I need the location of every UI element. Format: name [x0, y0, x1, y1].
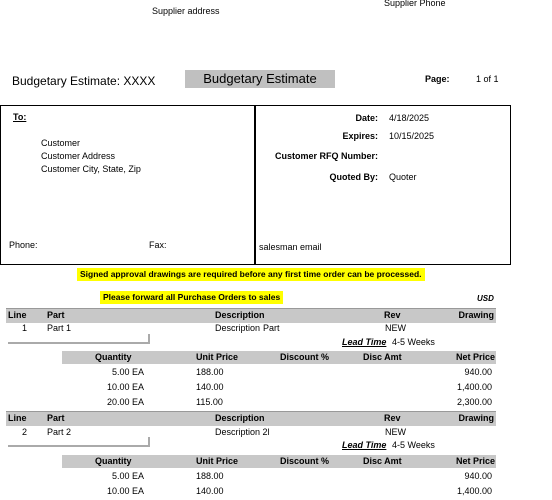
info-panel	[255, 105, 511, 265]
col-unit-price: Unit Price	[196, 456, 239, 466]
salesman-email: salesman email	[259, 242, 322, 252]
col-discount: Discount %	[280, 352, 330, 362]
part-description-extra: Part	[263, 323, 280, 333]
qty-value: 5.00 EA	[111, 367, 144, 377]
estimate-title: Budgetary Estimate: XXXX	[12, 74, 156, 88]
date-label: Date:	[355, 113, 378, 123]
col-disc-amt: Disc Amt	[363, 456, 402, 466]
unit-price-value: 140.00	[196, 382, 224, 392]
unit-price-value: 140.00	[196, 486, 224, 496]
fax-label: Fax:	[149, 240, 167, 250]
expires-label: Expires:	[342, 131, 378, 141]
col-unit-price: Unit Price	[196, 352, 239, 362]
col-drawing: Drawing	[458, 310, 494, 320]
col-discount: Discount %	[280, 456, 330, 466]
to-label: To:	[13, 112, 27, 122]
col-part: Part	[47, 413, 65, 423]
part-rev: NEW	[385, 427, 406, 437]
col-drawing: Drawing	[458, 413, 494, 423]
unit-price-value: 188.00	[196, 367, 224, 377]
col-rev: Rev	[384, 413, 401, 423]
net-price-value: 1,400.00	[456, 382, 492, 392]
quoted-by-label: Quoted By:	[329, 172, 378, 182]
approval-notice: Signed approval drawings are required before any first time order can be processed.	[77, 268, 425, 281]
part-description: Description	[215, 323, 261, 333]
phone-label: Phone:	[9, 240, 38, 250]
supplier-phone: Supplier Phone	[384, 0, 446, 8]
qty-value: 10.00 EA	[106, 486, 144, 496]
line-number: 1	[22, 323, 28, 333]
net-price-value: 940.00	[464, 471, 492, 481]
customer-address: Customer Address	[41, 151, 116, 161]
line-box	[8, 437, 150, 447]
page-value: 1 of 1	[476, 74, 499, 84]
qty-value: 20.00 EA	[106, 397, 144, 407]
page-label: Page:	[425, 74, 450, 84]
part-rev: NEW	[385, 323, 406, 333]
col-description: Description	[215, 310, 265, 320]
net-price-value: 940.00	[464, 367, 492, 377]
customer-city: Customer City, State, Zip	[41, 164, 141, 174]
qty-value: 5.00 EA	[111, 471, 144, 481]
lead-time-label: Lead Time	[342, 440, 387, 450]
lead-time-label: Lead Time	[342, 337, 387, 347]
currency-label: USD	[477, 294, 494, 303]
rfq-label: Customer RFQ Number:	[274, 151, 378, 161]
net-price-value: 2,300.00	[456, 397, 492, 407]
col-disc-amt: Disc Amt	[363, 352, 402, 362]
col-net-price: Net Price	[455, 352, 495, 362]
col-quantity: Quantity	[95, 456, 132, 466]
forward-notice: Please forward all Purchase Orders to sales	[100, 291, 283, 304]
title-box: Budgetary Estimate	[185, 70, 335, 88]
qty-value: 10.00 EA	[106, 382, 144, 392]
expires-value: 10/15/2025	[389, 131, 435, 141]
col-rev: Rev	[384, 310, 401, 320]
col-quantity: Quantity	[95, 352, 132, 362]
unit-price-value: 115.00	[196, 397, 223, 407]
quoted-by-value: Quoter	[389, 172, 417, 182]
line-box	[8, 334, 150, 344]
supplier-address: Supplier address	[152, 6, 220, 16]
date-value: 4/18/2025	[389, 113, 430, 123]
unit-price-value: 188.00	[196, 471, 224, 481]
part-number: Part 1	[47, 323, 72, 333]
col-line: Line	[8, 310, 27, 320]
to-panel	[0, 105, 255, 265]
lead-time-value: 4-5 Weeks	[392, 337, 435, 347]
part-description: Description 2l	[215, 427, 270, 437]
col-part: Part	[47, 310, 65, 320]
customer-name: Customer	[41, 138, 81, 148]
line-number: 2	[22, 427, 28, 437]
part-number: Part 2	[47, 427, 72, 437]
col-net-price: Net Price	[455, 456, 495, 466]
col-line: Line	[8, 413, 27, 423]
col-description: Description	[215, 413, 265, 423]
lead-time-value: 4-5 Weeks	[392, 440, 435, 450]
net-price-value: 1,400.00	[456, 486, 492, 496]
